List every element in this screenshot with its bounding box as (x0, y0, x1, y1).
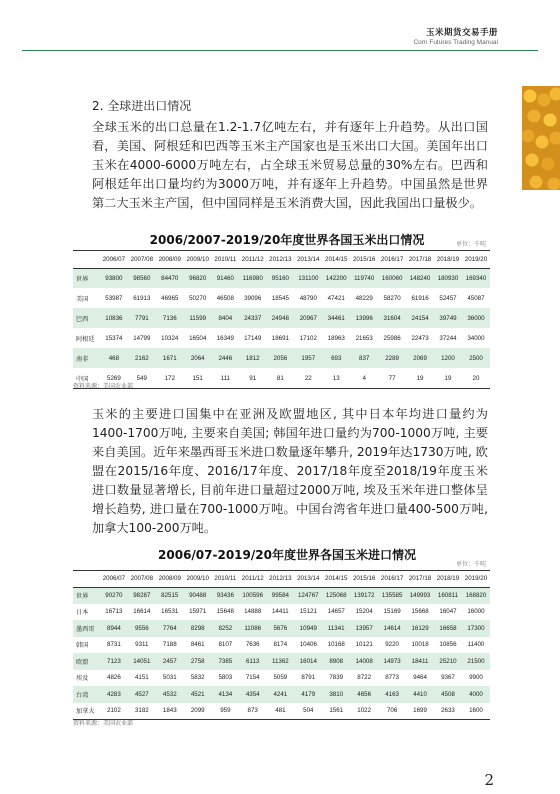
value-cell: 20 (472, 374, 480, 382)
value-cell: 8731 (107, 641, 121, 649)
value-cell: 48229 (355, 294, 373, 302)
country-cell: 世界 (73, 587, 100, 604)
value-cell: 2457 (156, 653, 184, 670)
value-cell: 169340 (462, 268, 490, 288)
column-header: 2006/07 (100, 251, 128, 268)
value-cell: 8791 (301, 674, 316, 682)
table-row (73, 308, 490, 328)
value-cell: 4521 (184, 686, 212, 703)
value-cell: 124767 (294, 587, 322, 604)
table-header-row (73, 571, 490, 587)
paragraph-export: 全球玉米的出口总量在1.2-1.7亿吨左右，并有逐年上升趋势。从出口国看，美国、阿根廷和巴西等玉米主产国家也是玉米出口大国。美国年出口玉米在4000-6000万吨左右，占全球玉米贸易总量的30%左右。巴西和阿根廷年出口量均约为3000万吨，并有逐年上升趋势。中国虽然是世界第二大玉米主产国，但中国同样是玉米消费大国，因此我国出口量极少。 (92, 120, 488, 210)
value-cell: 15204 (355, 608, 373, 616)
value-cell: 39096 (244, 294, 262, 302)
value-cell: 4241 (266, 686, 294, 703)
value-cell: 1812 (239, 348, 266, 368)
export-table-unit: 单位：千吨 (455, 241, 486, 248)
value-cell: 4179 (294, 686, 322, 703)
value-cell: 168820 (462, 587, 490, 604)
export-table (73, 250, 490, 389)
value-cell: 2289 (378, 348, 406, 368)
value-cell: 125068 (322, 587, 350, 604)
value-cell: 13 (332, 374, 340, 382)
value-cell: 9556 (128, 620, 156, 637)
table-row (73, 703, 490, 720)
country-cell: 日本 (76, 609, 89, 617)
value-cell: 15971 (189, 608, 207, 616)
value-cell: 2633 (441, 707, 455, 715)
value-cell: 504 (303, 707, 314, 715)
value-cell: 16129 (406, 620, 434, 637)
value-cell: 1022 (357, 707, 372, 715)
value-cell: 39749 (434, 308, 462, 328)
import-table-source: 资料来源：美国农业部 (73, 720, 134, 727)
value-cell: 706 (386, 707, 398, 715)
value-cell: 46508 (216, 294, 234, 302)
value-cell: 7764 (156, 620, 184, 637)
value-cell: 8404 (212, 308, 239, 328)
value-cell: 90488 (184, 587, 212, 604)
header-rule (22, 50, 538, 51)
value-cell: 1561 (329, 707, 344, 715)
table-row (73, 348, 490, 368)
value-cell: 53987 (105, 294, 123, 302)
value-cell: 5803 (218, 674, 233, 682)
value-cell: 10018 (411, 641, 429, 649)
country-cell: 欧盟 (73, 653, 100, 670)
value-cell: 52457 (439, 294, 457, 302)
value-cell: 111 (220, 374, 231, 382)
value-cell: 13957 (350, 620, 378, 637)
column-header: 2017/18 (406, 571, 434, 587)
value-cell: 2758 (184, 653, 212, 670)
value-cell: 7154 (245, 674, 260, 682)
value-cell: 149993 (406, 587, 434, 604)
value-cell: 4134 (212, 686, 239, 703)
value-cell: 31604 (378, 308, 406, 328)
value-cell: 8461 (190, 641, 205, 649)
value-cell: 46965 (161, 294, 179, 302)
column-header: 2008/09 (156, 571, 184, 587)
value-cell: 9311 (135, 641, 149, 649)
value-cell: 61916 (411, 294, 429, 302)
value-cell: 19 (416, 374, 424, 382)
value-cell: 99584 (266, 587, 294, 604)
value-cell: 1200 (434, 348, 462, 368)
value-cell: 4354 (239, 686, 266, 703)
country-cell: 中国 (76, 375, 89, 383)
column-header: 2011/12 (239, 571, 266, 587)
value-cell: 61913 (133, 294, 151, 302)
value-cell: 2069 (406, 348, 434, 368)
value-cell: 14411 (271, 608, 289, 616)
value-cell: 160060 (378, 268, 406, 288)
export-table-title: 2006/2007-2019/20年度世界各国玉米出口情况 (149, 233, 425, 247)
country-cell: 埃及 (76, 675, 89, 683)
value-cell: 14888 (244, 608, 262, 616)
table-row (73, 653, 490, 670)
header-cell-empty (73, 571, 100, 587)
column-header: 2015/16 (350, 571, 378, 587)
value-cell: 84470 (156, 268, 184, 288)
value-cell: 17149 (244, 334, 262, 342)
column-header: 2019/20 (462, 571, 490, 587)
value-cell: 10836 (100, 308, 128, 328)
value-cell: 1671 (156, 348, 184, 368)
value-cell: 25210 (434, 653, 462, 670)
value-cell: 82515 (156, 587, 184, 604)
value-cell: 50270 (189, 294, 207, 302)
column-header: 2011/12 (239, 251, 266, 268)
value-cell: 36000 (462, 308, 490, 328)
value-cell: 8298 (184, 620, 212, 637)
value-cell: 7188 (162, 641, 177, 649)
value-cell: 5676 (266, 620, 294, 637)
value-cell: 8252 (212, 620, 239, 637)
country-cell: 南非 (73, 348, 100, 368)
value-cell: 837 (350, 348, 378, 368)
country-cell: 阿根廷 (76, 335, 95, 343)
column-header: 2016/17 (378, 251, 406, 268)
value-cell: 3182 (134, 707, 149, 715)
value-cell: 7791 (128, 308, 156, 328)
value-cell: 58270 (383, 294, 401, 302)
value-cell: 4826 (107, 674, 121, 682)
column-header: 2013/14 (294, 571, 322, 587)
value-cell: 4527 (128, 686, 156, 703)
import-table-title: 2006/07-2019/20年度世界各国玉米进口情况 (158, 548, 416, 562)
value-cell: 8773 (385, 674, 399, 682)
value-cell: 14799 (133, 334, 151, 342)
value-cell: 95160 (266, 268, 294, 288)
value-cell: 693 (322, 348, 350, 368)
value-cell: 45087 (467, 294, 485, 302)
value-cell: 7136 (156, 308, 184, 328)
value-cell: 5832 (190, 674, 205, 682)
value-cell: 481 (275, 707, 286, 715)
value-cell: 24948 (266, 308, 294, 328)
value-cell: 8107 (218, 641, 233, 649)
value-cell: 34461 (322, 308, 350, 328)
value-cell: 468 (100, 348, 128, 368)
column-header: 2013/14 (294, 251, 322, 268)
value-cell: 6113 (239, 653, 266, 670)
value-cell: 2446 (212, 348, 239, 368)
table-row (73, 686, 490, 703)
table-header-row (73, 251, 490, 268)
value-cell: 5269 (107, 374, 121, 382)
value-cell: 18411 (406, 653, 434, 670)
value-cell: 4410 (406, 686, 434, 703)
table-row (73, 670, 490, 687)
value-cell: 20967 (294, 308, 322, 328)
value-cell: 4656 (350, 686, 378, 703)
import-table (73, 570, 490, 720)
column-header: 2010/11 (212, 571, 239, 587)
value-cell: 81 (276, 374, 284, 382)
header-title: 玉米期货交易手册 (425, 28, 498, 38)
table-row (73, 268, 490, 288)
value-cell: 15668 (411, 608, 429, 616)
value-cell: 7385 (212, 653, 239, 670)
value-cell: 10168 (327, 641, 345, 649)
value-cell: 93436 (212, 587, 239, 604)
value-cell: 8908 (322, 653, 350, 670)
value-cell: 16658 (434, 620, 462, 637)
value-cell: 16349 (216, 334, 234, 342)
value-cell: 98560 (128, 268, 156, 288)
value-cell: 1600 (469, 707, 483, 715)
value-cell: 93800 (100, 268, 128, 288)
value-cell: 549 (136, 374, 147, 382)
value-cell: 8722 (357, 674, 372, 682)
value-cell: 10949 (294, 620, 322, 637)
value-cell: 4163 (378, 686, 406, 703)
value-cell: 22473 (411, 334, 429, 342)
column-header: 2015/16 (350, 251, 378, 268)
value-cell: 16713 (105, 608, 123, 616)
value-cell: 16000 (467, 608, 485, 616)
value-cell: 3810 (322, 686, 350, 703)
value-cell: 13996 (350, 308, 378, 328)
value-cell: 24337 (239, 308, 266, 328)
country-cell: 巴西 (73, 308, 100, 328)
value-cell: 959 (220, 707, 231, 715)
value-cell: 47421 (327, 294, 345, 302)
country-cell: 韩国 (76, 642, 89, 650)
value-cell: 24154 (406, 308, 434, 328)
value-cell: 2102 (107, 707, 121, 715)
value-cell: 11086 (239, 620, 266, 637)
section-title: 2. 全球进出口情况 (92, 99, 192, 113)
value-cell: 11341 (322, 620, 350, 637)
value-cell: 160811 (434, 587, 462, 604)
value-cell: 18691 (271, 334, 289, 342)
value-cell: 15374 (105, 334, 123, 342)
value-cell: 142200 (322, 268, 350, 288)
value-cell: 15169 (383, 608, 401, 616)
country-cell: 墨西哥 (73, 620, 100, 637)
column-header: 2006/07 (100, 571, 128, 587)
value-cell: 14051 (128, 653, 156, 670)
column-header: 2016/17 (378, 571, 406, 587)
value-cell: 148240 (406, 268, 434, 288)
value-cell: 4 (362, 374, 366, 382)
value-cell: 4508 (434, 686, 462, 703)
value-cell: 135585 (378, 587, 406, 604)
value-cell: 5031 (162, 674, 177, 682)
value-cell: 91 (249, 374, 257, 382)
value-cell: 10406 (299, 641, 317, 649)
value-cell: 34000 (467, 334, 485, 342)
value-cell: 98287 (128, 587, 156, 604)
column-header: 2012/13 (266, 251, 294, 268)
value-cell: 14614 (378, 620, 406, 637)
value-cell: 19 (444, 374, 452, 382)
column-header: 2018/19 (434, 571, 462, 587)
value-cell: 90270 (100, 587, 128, 604)
value-cell: 11599 (184, 308, 212, 328)
value-cell: 4532 (156, 686, 184, 703)
column-header: 2009/10 (184, 251, 212, 268)
column-header: 2018/19 (434, 251, 462, 268)
value-cell: 139172 (350, 587, 378, 604)
value-cell: 180930 (434, 268, 462, 288)
value-cell: 2099 (190, 707, 205, 715)
value-cell: 16504 (189, 334, 207, 342)
header-subtitle: Corn Futures Trading Manual (413, 39, 498, 46)
value-cell: 14008 (350, 653, 378, 670)
value-cell: 11362 (266, 653, 294, 670)
value-cell: 10856 (439, 641, 457, 649)
value-cell: 11400 (467, 641, 485, 649)
value-cell: 2064 (184, 348, 212, 368)
value-cell: 172 (164, 374, 175, 382)
value-cell: 1843 (162, 707, 177, 715)
import-table-unit: 单位：千吨 (455, 561, 486, 568)
value-cell: 4000 (462, 686, 490, 703)
value-cell: 9900 (469, 674, 483, 682)
table-row (73, 368, 490, 388)
column-header: 2007/08 (128, 571, 156, 587)
value-cell: 100596 (239, 587, 266, 604)
value-cell: 16614 (133, 608, 151, 616)
value-cell: 91460 (212, 268, 239, 288)
table-row (73, 587, 490, 604)
table-row (73, 620, 490, 637)
country-cell: 美国 (76, 295, 89, 303)
value-cell: 151 (192, 374, 203, 382)
value-cell: 7123 (100, 653, 128, 670)
column-header: 2014/15 (322, 251, 350, 268)
corn-kernels-image (522, 86, 560, 190)
column-header: 2017/18 (406, 251, 434, 268)
value-cell: 2500 (462, 348, 490, 368)
value-cell: 9220 (385, 641, 399, 649)
table-row (73, 637, 490, 654)
value-cell: 14973 (378, 653, 406, 670)
country-cell: 加拿大 (76, 708, 95, 716)
value-cell: 16531 (161, 608, 179, 616)
value-cell: 4151 (134, 674, 149, 682)
column-header: 2007/08 (128, 251, 156, 268)
column-header: 2014/15 (322, 571, 350, 587)
value-cell: 131100 (294, 268, 322, 288)
value-cell: 9464 (413, 674, 427, 682)
value-cell: 5059 (273, 674, 288, 682)
value-cell: 873 (247, 707, 258, 715)
value-cell: 1699 (413, 707, 427, 715)
value-cell: 8944 (100, 620, 128, 637)
value-cell: 77 (388, 374, 396, 382)
value-cell: 2162 (128, 348, 156, 368)
value-cell: 7839 (329, 674, 344, 682)
column-header: 2009/10 (184, 571, 212, 587)
value-cell: 18963 (327, 334, 345, 342)
value-cell: 37244 (439, 334, 457, 342)
country-cell: 台湾 (73, 686, 100, 703)
column-header: 2008/09 (156, 251, 184, 268)
export-table-source: 资料来源：美国农业部 (73, 383, 134, 390)
value-cell: 7636 (245, 641, 260, 649)
value-cell: 1957 (294, 348, 322, 368)
value-cell: 18545 (271, 294, 289, 302)
table-row (73, 288, 490, 308)
value-cell: 48790 (299, 294, 317, 302)
value-cell: 16014 (294, 653, 322, 670)
value-cell: 15648 (216, 608, 234, 616)
value-cell: 14657 (327, 608, 345, 616)
value-cell: 2056 (266, 348, 294, 368)
column-header: 2010/11 (212, 251, 239, 268)
column-header: 2012/13 (266, 571, 294, 587)
column-header: 2019/20 (462, 251, 490, 268)
value-cell: 116980 (239, 268, 266, 288)
value-cell: 22 (304, 374, 312, 382)
value-cell: 96820 (184, 268, 212, 288)
value-cell: 119740 (350, 268, 378, 288)
value-cell: 16047 (439, 608, 457, 616)
value-cell: 10121 (355, 641, 373, 649)
table-row (73, 328, 490, 348)
value-cell: 10324 (161, 334, 179, 342)
value-cell: 25986 (383, 334, 401, 342)
value-cell: 9367 (441, 674, 455, 682)
paragraph-import: 玉米的主要进口国集中在亚洲及欧盟地区, 其中日本年均进口量约为1400-1700万吨, 主要来自美国; 韩国年进口量约为700-1000万吨, 主要来自美国。近年来墨西哥玉米进口数量逐年攀升, 2019年达1730万吨, 欧盟在2015/16年度、2016/17年度、2017/18年度至2018/19年度玉米进口数量显著增长, 目前年进口量超过2000万吨, 埃及玉米年进口整体呈增长趋势, 进口量在700-1000万吨。中国台湾省年进口量400-500万吨, 加拿大100-200万吨。 (92, 407, 488, 535)
page-number: 2 (484, 771, 494, 789)
country-cell: 世界 (73, 268, 100, 288)
value-cell: 15121 (299, 608, 317, 616)
value-cell: 21653 (355, 334, 373, 342)
header-cell-empty (73, 251, 100, 268)
value-cell: 8174 (273, 641, 288, 649)
value-cell: 4283 (100, 686, 128, 703)
value-cell: 17102 (299, 334, 317, 342)
table-row (73, 604, 490, 621)
value-cell: 17300 (462, 620, 490, 637)
value-cell: 21500 (462, 653, 490, 670)
